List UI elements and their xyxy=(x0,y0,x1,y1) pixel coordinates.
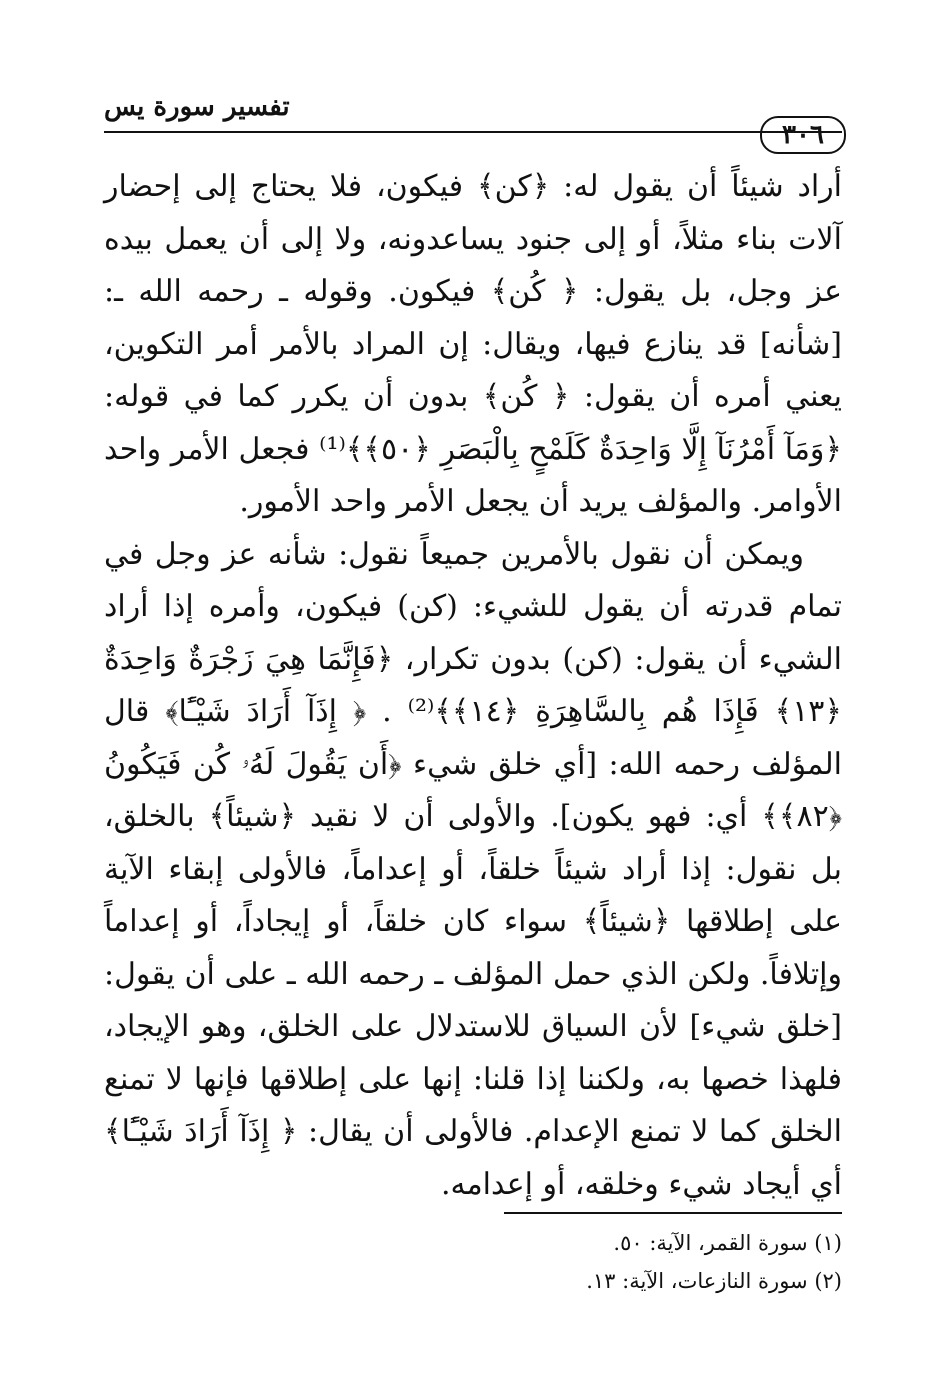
footnotes xyxy=(104,1224,842,1300)
footnote-1: (١) سورة القمر، الآية: ٥٠. xyxy=(613,1231,842,1255)
page-number-badge: ٣٠٦ xyxy=(760,116,846,154)
paragraph-1: أراد شيئاً أن يقول له: ﴿كن﴾ فيكون، فلا يحتاج إلى إحضار آلات بناء مثلاً، أو إلى جنود يساعدونه، ولا إلى أن يعمل بيده عز وجل، بل يقول: ﴿ كُن﴾ فيكون. وقوله ـ رحمه الله ـ: [شأنه] قد ينازع فيها، ويقال: إن المراد بالأمر أمر التكوين، يعني أمره أن يقول: ﴿ كُن﴾ بدون أن يكرر كما في قوله: ﴿وَمَآ أَمْرُنَآ إِلَّا وَاحِدَةٌ كَلَمْحٍ بِالْبَصَرِ ﴿٥٠﴾﴾⁽¹⁾ فجعل الأمر واحد الأوامر. والمؤلف يريد أن يجعل الأمر واحد الأمور. xyxy=(104,169,842,519)
header-rule xyxy=(104,131,842,133)
body-text xyxy=(104,161,842,1211)
footnote-2: (٢) سورة النازعات، الآية: ١٣. xyxy=(586,1269,842,1293)
paragraph-2: ويمكن أن نقول بالأمرين جميعاً نقول: شأنه عز وجل في تمام قدرته أن يقول للشيء: (كن) فيكون، وأمره إذا أراد الشيء أن يقول: (كن) بدون تكرار، ﴿فَإِنَّمَا هِيَ زَجْرَةٌ وَاحِدَةٌ ﴿١٣﴾ فَإِذَا هُم بِالسَّاهِرَةِ ﴿١٤﴾﴾⁽²⁾ . ﴿ إِذَآ أَرَادَ شَيْـًٔا﴾ قال المؤلف رحمه الله: [أي خلق شيء ﴿أَن يَقُولَ لَهُۥ كُن فَيَكُونُ ﴿٨٢﴾﴾ أي: فهو يكون]. والأولى أن لا نقيد ﴿شيئاً﴾ بالخلق، بل نقول: إذا أراد شيئاً خلقاً، أو إعداماً، فالأولى إبقاء الآية على إطلاقها ﴿شيئاً﴾ سواء كان خلقاً، أو إيجاداً، أو إعداماً وإتلافاً. ولكن الذي حمل المؤلف ـ رحمه الله ـ على أن يقول: [خلق شيء] لأن السياق للاستدلال على الخلق، وهو الإيجاد، فلهذا خصها به، ولكننا إذا قلنا: إنها على إطلاقها فإنها لا تمنع الخلق كما لا تمنع الإعدام. فالأولى أن يقال: ﴿ إِذَآ أَرَادَ شَيْـًٔا﴾ أي أيجاد شيء وخلقه، أو إعدامه. xyxy=(104,536,842,1202)
footnote-rule xyxy=(504,1212,842,1214)
running-header-title: تفسير سورة يس xyxy=(104,92,290,122)
